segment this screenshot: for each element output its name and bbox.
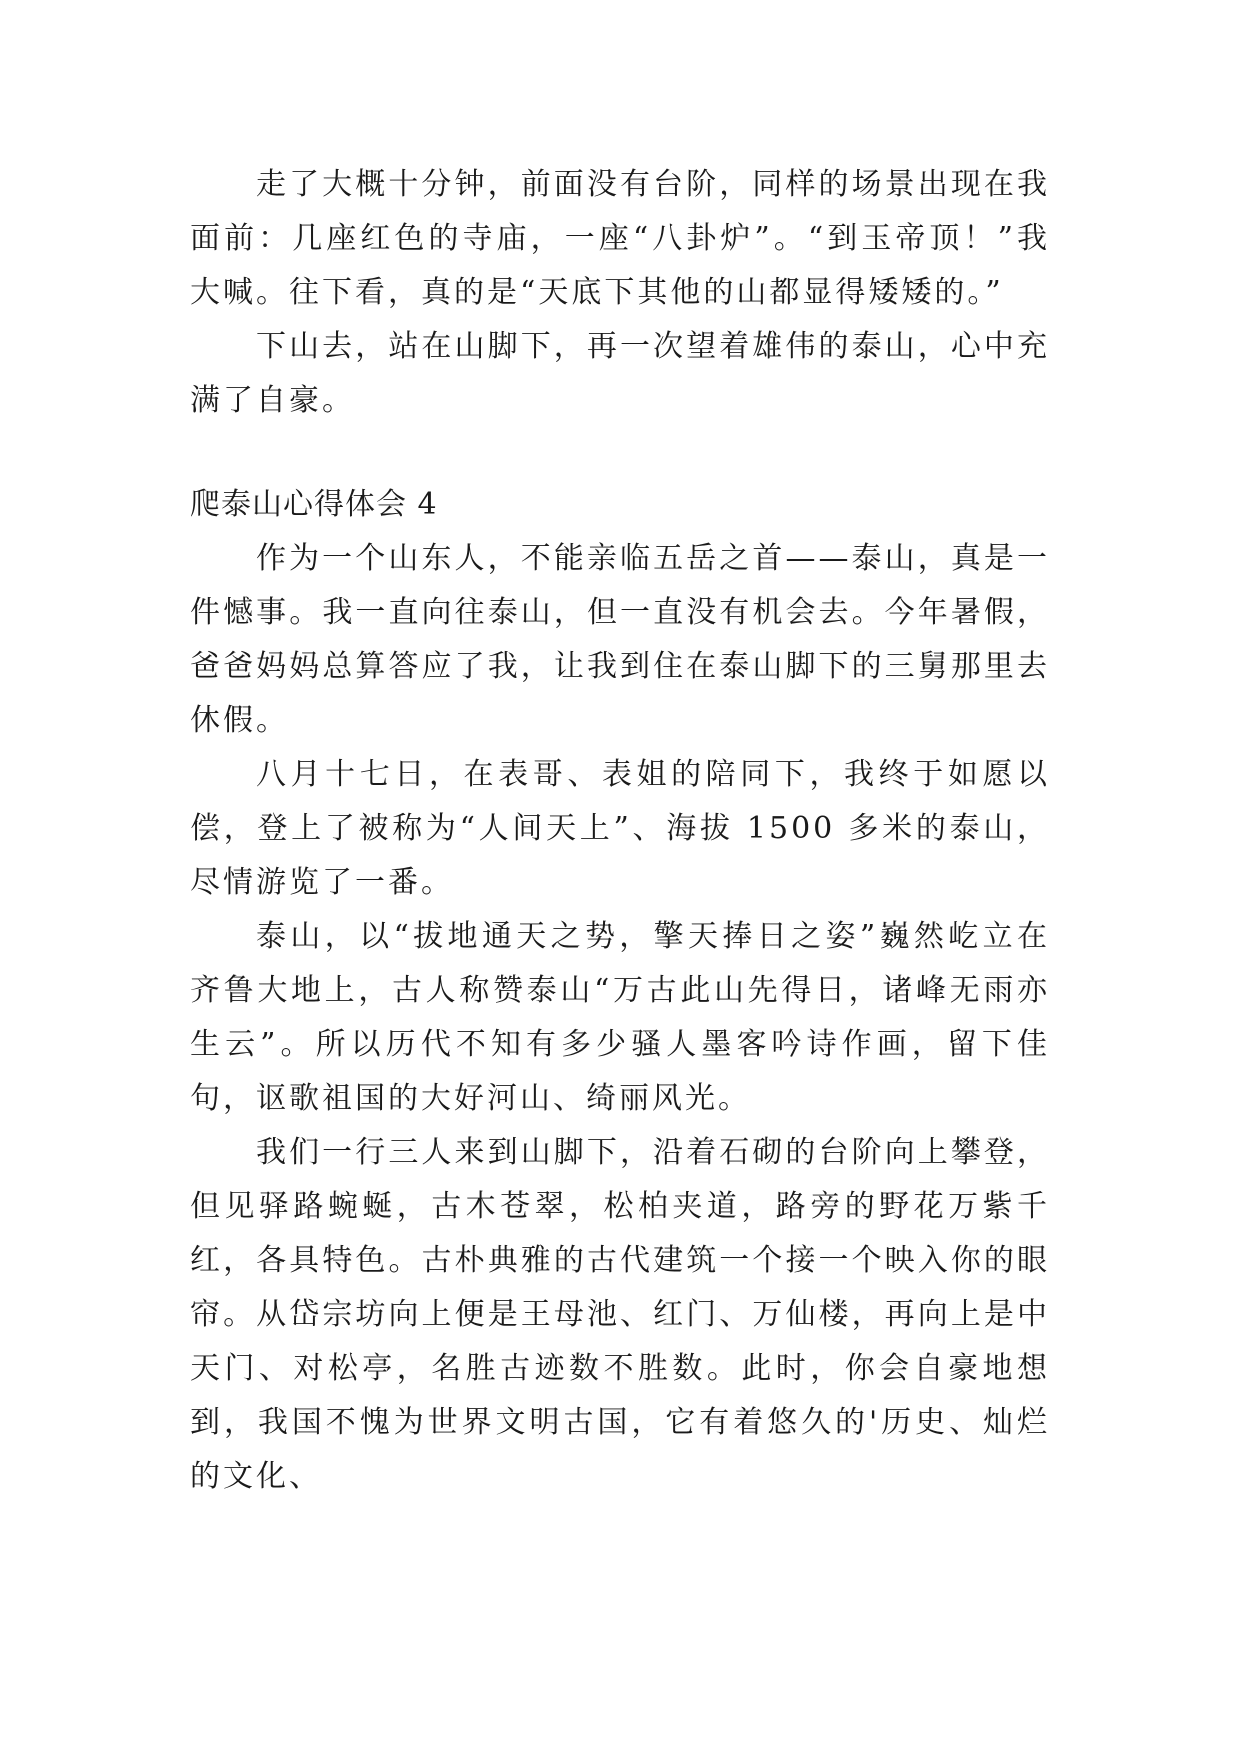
- section-spacer: [190, 428, 1050, 478]
- paragraph: 下山去，站在山脚下，再一次望着雄伟的泰山，心中充满了自豪。: [190, 329, 1050, 418]
- section-title: 爬泰山心得体会 4: [190, 487, 438, 522]
- paragraph: 走了大概十分钟，前面没有台阶，同样的场景出现在我面前：几座红色的寺庙，一座“八卦炉”。“到玉帝顶！”我大喊。往下看，真的是“天底下其他的山都显得矮矮的。”: [190, 167, 1050, 310]
- paragraph: 泰山，以“拔地通天之势，擎天捧日之姿”巍然屹立在齐鲁大地上，古人称赞泰山“万古此山先得日，诸峰无雨亦生云”。所以历代不知有多少骚人墨客吟诗作画，留下佳句，讴歌祖国的大好河山、绮丽风光。: [190, 919, 1050, 1116]
- document-page: [190, 158, 1050, 1504]
- paragraph: 八月十七日，在表哥、表姐的陪同下，我终于如愿以偿，登上了被称为“人间天上”、海拔 1500 多米的泰山，尽情游览了一番。: [190, 757, 1050, 900]
- paragraph: 作为一个山东人，不能亲临五岳之首——泰山，真是一件憾事。我一直向往泰山，但一直没有机会去。今年暑假，爸爸妈妈总算答应了我，让我到住在泰山脚下的三舅那里去休假。: [190, 541, 1050, 738]
- paragraph: 我们一行三人来到山脚下，沿着石砌的台阶向上攀登，但见驿路蜿蜒，古木苍翠，松柏夹道，路旁的野花万紫千红，各具特色。古朴典雅的古代建筑一个接一个映入你的眼帘。从岱宗坊向上便是王母池、红门、万仙楼，再向上是中天门、对松亭，名胜古迹数不胜数。此时，你会自豪地想到，我国不愧为世界文明古国，它有着悠久的'历史、灿烂的文化、: [190, 1135, 1050, 1494]
